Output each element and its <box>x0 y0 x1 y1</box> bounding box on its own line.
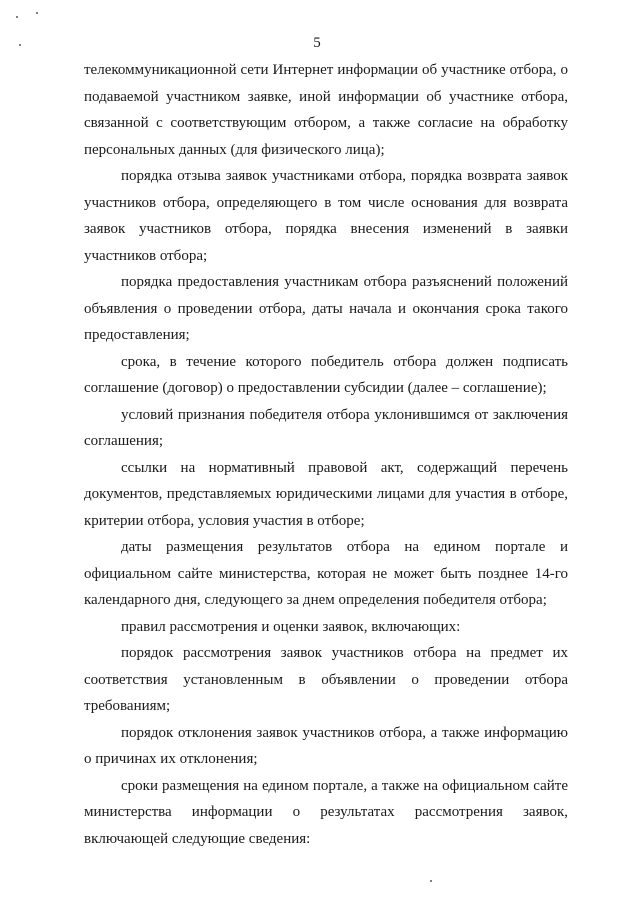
scan-speck <box>36 12 38 14</box>
paragraph: порядка предоставления участникам отбора разъяснений положений объявления о проведении отбора, даты начала и окончания срока такого предоставления; <box>84 274 568 343</box>
page-number: 5 <box>313 35 321 51</box>
paragraph: даты размещения результатов отбора на едином портале и официальном сайте министерства, которая не может быть позднее 14-го календарного дня, следующего за днем определения победителя отбора; <box>84 539 568 608</box>
paragraph-continuation: телекоммуникационной сети Интернет информации об участнике отбора, о подаваемой участником заявке, иной информации об участнике отбора, связанной с соответствующим отбором, а также согласие на обработку персональных данных (для физического лица); <box>84 62 568 158</box>
paragraph: условий признания победителя отбора уклонившимся от заключения соглашения; <box>84 406 568 449</box>
paragraph: порядок отклонения заявок участников отбора, а также информацию о причинах их отклонения; <box>84 724 568 767</box>
paragraph: порядок рассмотрения заявок участников отбора на предмет их соответствия установленным в объявлении о проведении отбора требованиям; <box>84 645 568 714</box>
scan-speck <box>16 16 18 18</box>
paragraph: ссылки на нормативный правовой акт, содержащий перечень документов, представляемых юридическими лицами для участия в отборе, критерии отбора, условия участия в отборе; <box>84 459 568 529</box>
document-body <box>84 57 568 852</box>
paragraph: порядка отзыва заявок участниками отбора, порядка возврата заявок участников отбора, определяющего в том числе основания для возврата заявок участников отбора, порядка внесения изменений в заявки участников отбора; <box>84 168 568 264</box>
scan-speck <box>430 880 432 882</box>
paragraph: сроки размещения на едином портале, а также на официальном сайте министерства информации о результатах рассмотрения заявок, включающей следующие сведения: <box>84 777 568 847</box>
paragraph: правил рассмотрения и оценки заявок, включающих: <box>121 618 461 635</box>
paragraph: срока, в течение которого победитель отбора должен подписать соглашение (договор) о предоставлении субсидии (далее – соглашение); <box>84 353 568 396</box>
